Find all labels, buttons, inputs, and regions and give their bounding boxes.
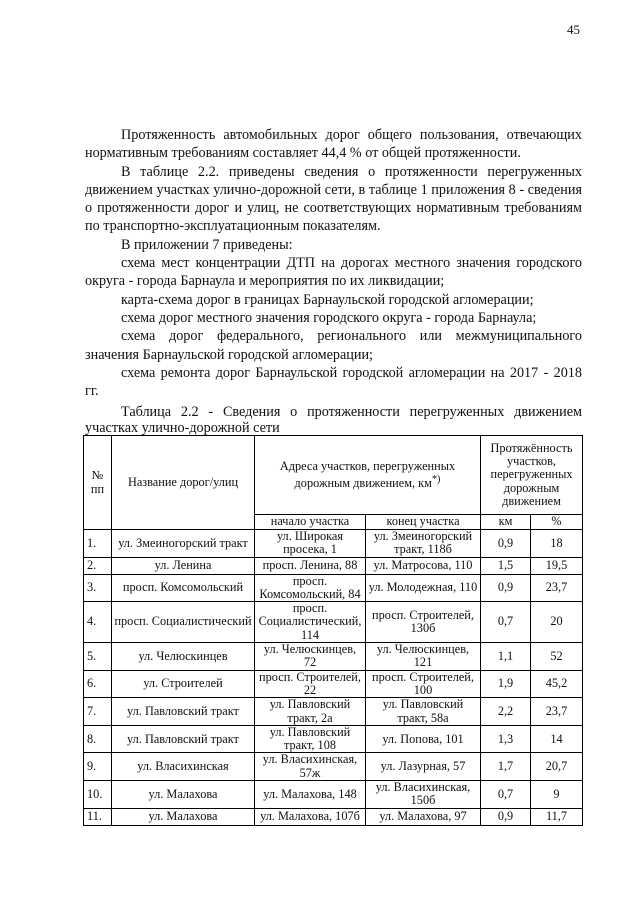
paragraph: Протяженность автомобильных дорог общего пользования, отвечающих нормативным требованиям составляет 44,4 % от общей протяженности. [85,127,582,162]
cell-percent: 18 [531,530,583,558]
cell-name: ул. Власихинская [112,753,255,781]
cell-end: просп. Строителей, 100 [366,670,481,698]
table-row [84,725,583,753]
header-km: км [481,515,531,530]
cell-num: 9. [84,753,112,781]
table-row [84,808,583,825]
header-start: начало участка [255,515,366,530]
table-row [84,781,583,809]
cell-num: 6. [84,670,112,698]
cell-end: ул. Молодежная, 110 [366,574,481,602]
cell-start: просп. Строителей, 22 [255,670,366,698]
cell-start: ул. Широкая просека, 1 [255,530,366,558]
cell-name: ул. Малахова [112,781,255,809]
cell-end: ул. Матросова, 110 [366,557,481,574]
cell-percent: 45,2 [531,670,583,698]
cell-km: 1,9 [481,670,531,698]
cell-num: 10. [84,781,112,809]
cell-end: ул. Змеиногорский тракт, 118б [366,530,481,558]
cell-end: просп. Строителей, 130б [366,602,481,643]
paragraph: В приложении 7 приведены: [121,236,293,253]
paragraph: схема ремонта дорог Барнаульской городской агломерации на 2017 - 2018 гг. [85,364,582,400]
cell-name: просп. Социалистический [112,602,255,643]
cell-start: просп. Комсомольский, 84 [255,574,366,602]
table-row [84,698,583,726]
cell-km: 0,9 [481,530,531,558]
cell-km: 1,3 [481,725,531,753]
cell-name: ул. Ленина [112,557,255,574]
cell-end: ул. Власихинская, 150б [366,781,481,809]
cell-num: 7. [84,698,112,726]
header-end: конец участка [366,515,481,530]
cell-end: ул. Малахова, 97 [366,808,481,825]
cell-start: просп. Социалистический, 114 [255,602,366,643]
cell-km: 0,7 [481,781,531,809]
paragraph: схема дорог федерального, регионального или межмуниципального значения Барнаульской городской агломерации; [85,328,582,363]
table-row [84,574,583,602]
cell-name: ул. Челюскинцев [112,643,255,671]
cell-km: 1,7 [481,753,531,781]
cell-num: 4. [84,602,112,643]
paragraph: В таблице 2.2. приведены сведения о протяженности перегруженных движением участках улично-дорожной сети, в таблице 1 приложения 8 - сведения о протяженности дорог и улиц, не соответствующих нормативным требованиям по транспортно-эксплуатационным показателям. [85,163,582,235]
cell-num: 11. [84,808,112,825]
cell-percent: 9 [531,781,583,809]
cell-end: ул. Челюскинцев, 121 [366,643,481,671]
cell-num: 5. [84,643,112,671]
cell-percent: 20 [531,602,583,643]
cell-start: ул. Челюскинцев, 72 [255,643,366,671]
cell-percent: 23,7 [531,574,583,602]
header-addresses-text: Адреса участков, перегруженных дорожным движением, км [279,458,456,491]
header-percent: % [531,515,583,530]
cell-km: 1,5 [481,557,531,574]
cell-name: ул. Малахова [112,808,255,825]
table-row [84,557,583,574]
cell-km: 0,9 [481,808,531,825]
cell-km: 2,2 [481,698,531,726]
cell-num: 8. [84,725,112,753]
table-row [84,530,583,558]
cell-num: 3. [84,574,112,602]
cell-start: просп. Ленина, 88 [255,557,366,574]
cell-start: ул. Малахова, 148 [255,781,366,809]
cell-num: 1. [84,530,112,558]
cell-name: ул. Змеиногорский тракт [112,530,255,558]
cell-name: ул. Павловский тракт [112,725,255,753]
cell-start: ул. Павловский тракт, 108 [255,725,366,753]
header-length: Протяжённость участков, перегруженных дорожным движением [481,436,583,515]
header-addresses [255,436,481,515]
cell-start: ул. Павловский тракт, 2а [255,698,366,726]
cell-km: 1,1 [481,643,531,671]
cell-percent: 19,5 [531,557,583,574]
table-row [84,602,583,643]
cell-percent: 11,7 [531,808,583,825]
cell-percent: 52 [531,643,583,671]
header-addresses-sup: *) [431,473,441,485]
cell-percent: 23,7 [531,698,583,726]
table-caption: Таблица 2.2 - Сведения о протяженности перегруженных движением участках улично-дорожной сети [85,404,582,436]
page-number: 45 [567,22,580,37]
cell-start: ул. Малахова, 107б [255,808,366,825]
data-table [83,435,583,826]
cell-percent: 20,7 [531,753,583,781]
cell-end: ул. Лазурная, 57 [366,753,481,781]
cell-name: ул. Павловский тракт [112,698,255,726]
cell-name: ул. Строителей [112,670,255,698]
table-row [84,643,583,671]
cell-end: ул. Павловский тракт, 58а [366,698,481,726]
cell-km: 0,9 [481,574,531,602]
paragraph: карта-схема дорог в границах Барнаульской городской агломерации; [121,291,534,308]
cell-name: просп. Комсомольский [112,574,255,602]
header-num: № пп [84,436,112,530]
cell-num: 2. [84,557,112,574]
body-text [85,126,582,400]
cell-km: 0,7 [481,602,531,643]
paragraph: схема дорог местного значения городского округа - города Барнаула; [121,309,537,326]
header-name: Название дорог/улиц [112,436,255,530]
table-row [84,753,583,781]
cell-start: ул. Власихинская, 57ж [255,753,366,781]
paragraph: схема мест концентрации ДТП на дорогах местного значения городского округа - города Барнаула и мероприятия по их ликвидации; [85,255,582,290]
table-row [84,670,583,698]
cell-percent: 14 [531,725,583,753]
cell-end: ул. Попова, 101 [366,725,481,753]
